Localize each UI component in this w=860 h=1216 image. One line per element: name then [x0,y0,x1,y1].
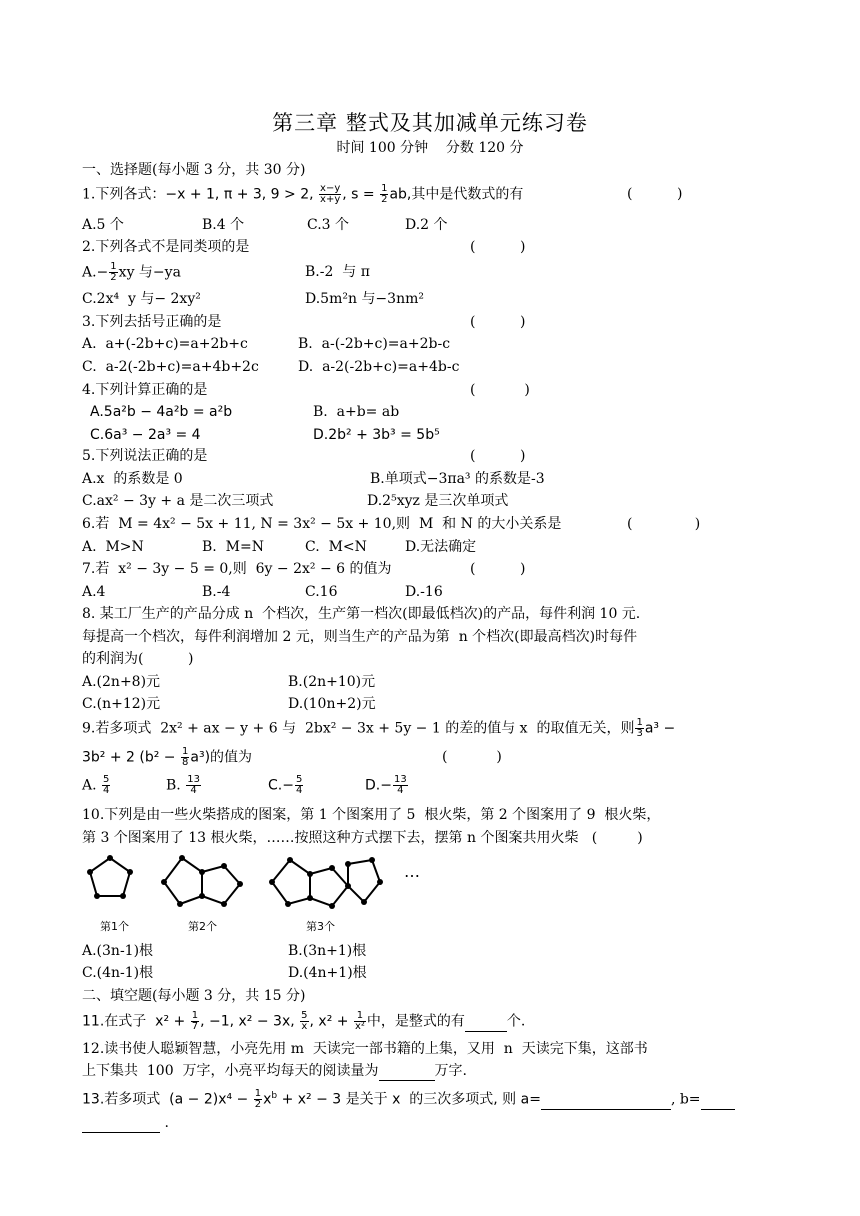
q2-option-d: D.5m²n 与−3nm² [305,291,424,307]
question-6: 6.若 M = 4x² − 5x + 11, N = 3x² − 5x + 10,则 M 和 N 的大小关系是 [82,516,562,532]
matchstick-pattern-figure [82,852,442,934]
pattern-3-pentagon-middle [310,868,348,906]
question-8-line-2: 每提高一个档次，每件利润增加 2 元，则当生产的产品为第 n 个档次(即最高档次)时每件 [82,629,638,645]
section-1-heading: 一、选择题(每小题 3 分，共 30 分) [82,162,306,178]
q6-option-c: C. M<N [305,539,367,555]
question-8-line-1: 8. 某工厂生产的产品分成 n 个档次，生产第一档次(即最低档次)的产品，每件利润 10 元. [82,606,641,622]
q5-paren: ( ) [470,448,526,464]
q10-option-d: D.(4n+1)根 [288,965,367,981]
q4-paren: ( ) [470,382,530,398]
q8-option-a: A.(2n+8)元 [82,674,161,690]
pattern-1-pentagon [90,858,130,896]
pattern-2-pentagon-left [164,858,202,904]
answer-blank-b[interactable] [701,1095,735,1110]
question-9-line-2: 3b² + 2 (b² − $\frac{1}{8}$ a³)的值为 ( ) [82,746,502,768]
answer-blank[interactable] [465,1017,507,1032]
q8-option-c: C.(n+12)元 [82,696,161,712]
fraction: $\frac{5}{4}$ [103,774,110,796]
question-7: 7.若 x² − 3y − 5 = 0,则 6y − 2x² − 6 的值为 [82,561,392,577]
q10-option-c: C.(4n-1)根 [82,965,154,981]
q9-option-b: B. $\frac{13}{4}$ [166,774,200,796]
q1-option-a: A.5 个 [82,217,124,233]
fraction: $\frac{1}{2}$ [110,261,117,283]
q5-option-c: C.ax² − 3y + a 是二次三项式 [82,493,274,509]
q1-option-d: D.2 个 [405,217,448,233]
question-1: 1.下列各式：−x + 1, π + 3, 9 > 2, $\frac{x-y}{x+y}$ , s = $\frac{1}{2}$ ab,其中是代数式的有 ( ) [82,183,683,205]
fraction: $\frac{x-y}{x+y}$ [320,183,341,205]
question-11: 11.在式子 x² + $\frac{1}{7}$ , −1, x² − 3x, $\frac{5}{x}$ , x² + $\frac{1}{\text{x²}}$ 中，是整式的有 个. [82,1010,526,1032]
fraction: $\frac{5}{4}$ [295,774,303,796]
q3-option-c: C. a-2(-2b+c)=a+4b+2c [82,359,259,375]
question-3: 3.下列去括号正确的是 [82,314,222,330]
q5-option-d: D.2⁵xyz 是三次单项式 [367,493,509,509]
question-13-continuation: . [82,1113,169,1133]
q5-option-a: A.x 的系数是 0 [82,471,183,487]
q2-option-a: A.− $\frac{1}{2}$ xy 与−ya [82,261,181,283]
pattern-1-caption: 第1个 [100,920,129,933]
q7-option-c: C.16 [305,584,338,600]
pattern-2-caption: 第2个 [188,920,217,933]
answer-blank[interactable] [379,1066,435,1081]
q6-paren: ( ) [627,516,701,532]
question-13: 13.若多项式 (a − 2)x⁴ − $\frac{1}{2}$ $x^b + x^2 - 3$ 是关于 x 的三次多项式, 则 a= , b= [82,1086,735,1110]
pattern-2-pentagon-right [202,866,240,904]
question-12-line-1: 12.读书使人聪颖智慧，小亮先用 m 天读完一部书籍的上集，又用 n 天读完下集，这部书 [82,1041,648,1057]
matchstick-pentagons [82,852,442,934]
section-2-heading: 二、填空题(每小题 3 分，共 15 分) [82,988,306,1004]
q10-option-a: A.(3n-1)根 [82,943,154,959]
q3-paren: ( ) [470,314,526,330]
q2-paren: ( ) [470,239,526,255]
pattern-3-pentagon-right [348,860,380,902]
q4-option-c: C.6a³ − 2a³ = 4 [90,427,201,443]
answer-blank-a[interactable] [541,1095,671,1110]
question-10-line-1: 10.下列是由一些火柴搭成的图案，第 1 个图案用了 5 根火柴，第 2 个图案用了 9 根火柴， [82,807,661,823]
fraction: $\frac{1}{3}$ [636,717,643,739]
pattern-3-pentagon-left [272,860,310,904]
fraction: $\frac{13}{4}$ [393,774,407,796]
fraction: $\frac{1}{2}$ [254,1088,262,1111]
question-12-line-2: 上下集共 100 万字，小亮平均每天的阅读量为 万字. [82,1063,467,1079]
q4-option-a: A.5a²b − 4a²b = a²b [90,404,233,420]
answer-blank-b-cont[interactable] [82,1118,160,1133]
q7-option-b: B.-4 [202,584,231,600]
q7-option-a: A.4 [82,584,106,600]
q7-option-d: D.-16 [405,584,443,600]
q6-option-d: D.无法确定 [405,539,477,555]
q3-option-d: D. a-2(-2b+c)=a+4b-c [298,359,460,375]
q4-option-d: D.2b² + 3b³ = 5b⁵ [313,427,440,443]
q6-option-b: B. M=N [202,539,264,555]
pattern-3-caption: 第3个 [306,920,335,933]
q9-option-a: A. $\frac{5}{4}$ [82,774,110,796]
question-9-line-1: 9.若多项式 2x² + ax − y + 6 与 2bx² − 3x + 5y − 1 的差的值与 x 的取值无关，则 $\frac{1}{3}$ a³ − [82,717,676,739]
q9-option-c: C.− $\frac{5}{4}$ [268,774,303,796]
q1-option-b: B.4 个 [202,217,245,233]
q1-option-c: C.3 个 [307,217,350,233]
fraction: $\frac{1}{8}$ [182,746,189,768]
fraction: $\frac{5}{x}$ [301,1010,308,1032]
page-subtitle: 时间 100 分钟 分数 120 分 [336,140,524,156]
q6-option-a: A. M>N [82,539,144,555]
continuation-dots: … [404,862,420,881]
question-5: 5.下列说法正确的是 [82,448,208,464]
q5-option-b: B.单项式−3πa³ 的系数是-3 [370,471,545,487]
question-4: 4.下列计算正确的是 [82,382,208,398]
question-8-line-3: 的利润为( ) [82,651,194,667]
q3-option-a: A. a+(-2b+c)=a+2b+c [82,336,248,352]
q4-option-b: B. a+b= ab [313,404,400,420]
q7-paren: ( ) [470,561,526,577]
fraction: $\frac{1}{\text{x²}}$ [354,1010,365,1032]
q2-option-b: B.-2 与 π [305,264,370,280]
page-title: 第三章 整式及其加减单元练习卷 [272,111,588,135]
q2-option-c: C.2x⁴ y 与− 2xy² [82,291,201,307]
fraction: $\frac{1}{7}$ [191,1010,199,1032]
question-10-line-2: 第 3 个图案用了 13 根火柴，……按照这种方式摆下去，摆第 n 个图案共用火柴 ( ) [82,830,643,846]
q9-option-d: D.− $\frac{13}{4}$ [365,774,407,796]
fraction: $\frac{13}{4}$ [187,774,200,796]
q10-option-b: B.(3n+1)根 [288,943,367,959]
q8-option-d: D.(10n+2)元 [288,696,376,712]
question-2: 2.下列各式不是同类项的是 [82,239,250,255]
q8-option-b: B.(2n+10)元 [288,674,376,690]
q3-option-b: B. a-(-2b+c)=a+2b-c [298,336,451,352]
fraction: $\frac{1}{2}$ [381,183,388,205]
